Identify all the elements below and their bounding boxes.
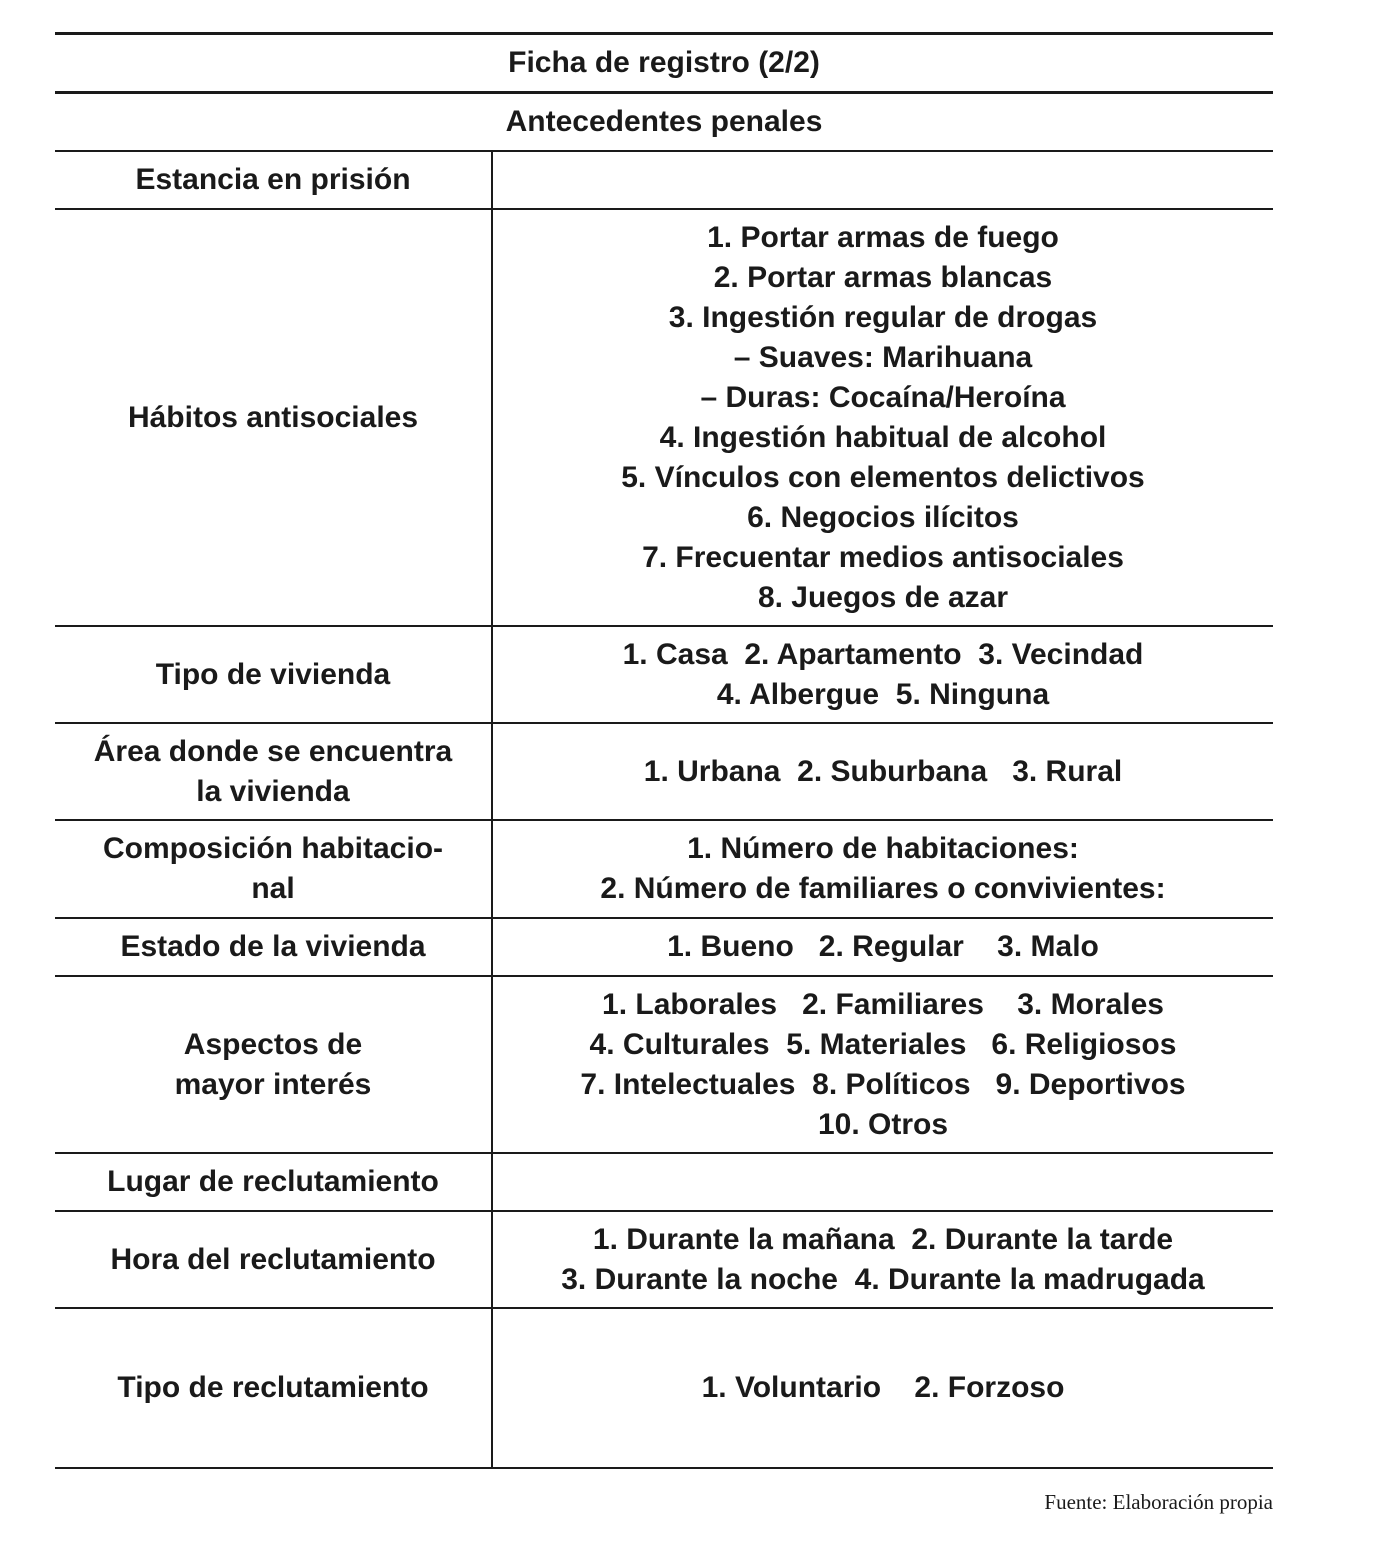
row-label-text: Composición habitacio-nal	[102, 832, 444, 905]
table-row	[55, 1309, 1273, 1469]
option-line: – Duras: Cocaína/Heroína	[700, 380, 1066, 414]
row-options	[493, 210, 1273, 625]
row-options	[493, 724, 1273, 819]
row-label-text: Tipo de vivienda	[155, 657, 391, 691]
row-options	[493, 152, 1273, 208]
option-line: 1. Portar armas de fuego	[707, 220, 1059, 254]
option-line: 1. Bueno 2. Regular 3. Malo	[667, 930, 1099, 963]
row-options	[493, 1212, 1273, 1307]
row-label	[55, 1309, 493, 1467]
table-title: Ficha de registro (2/2)	[55, 32, 1273, 94]
option-line: 1. Casa 2. Apartamento 3. Vecindad	[622, 637, 1144, 671]
option-line: 10. Otros	[817, 1107, 949, 1141]
row-label	[55, 627, 493, 722]
row-label-text: Estancia en prisión	[135, 163, 411, 196]
table-row	[55, 977, 1273, 1154]
row-label	[55, 1212, 493, 1307]
section-heading: Antecedentes penales	[55, 94, 1273, 152]
table-row	[55, 821, 1273, 919]
row-label	[55, 821, 493, 917]
option-line: 8. Juegos de azar	[757, 580, 1009, 614]
row-label-text: Hábitos antisociales	[127, 400, 419, 434]
option-line: 5. Vínculos con elementos delictivos	[621, 460, 1145, 494]
row-options	[493, 627, 1273, 722]
option-line: 2. Portar armas blancas	[713, 260, 1053, 294]
option-line: – Suaves: Marihuana	[733, 340, 1033, 374]
option-line: 1. Durante la mañana 2. Durante la tarde	[592, 1222, 1174, 1256]
table-row	[55, 919, 1273, 977]
row-options	[493, 1154, 1273, 1210]
option-line: 1. Urbana 2. Suburbana 3. Rural	[643, 754, 1123, 788]
source-note: Fuente: Elaboración propia	[1044, 1490, 1273, 1514]
option-line: 3. Ingestión regular de drogas	[668, 300, 1098, 334]
option-line: 7. Frecuentar medios antisociales	[642, 540, 1124, 574]
row-options	[493, 1309, 1273, 1467]
option-line: 1. Laborales 2. Familiares 3. Morales	[602, 987, 1164, 1021]
table-row	[55, 724, 1273, 821]
table-row	[55, 210, 1273, 627]
option-line: 2. Número de familiares o convivientes:	[600, 872, 1166, 905]
row-label	[55, 724, 493, 819]
table-row	[55, 627, 1273, 724]
row-options	[493, 919, 1273, 975]
row-label-text: Tipo de reclutamiento	[117, 1371, 429, 1404]
row-label-text: Aspectos de mayor interés	[174, 1027, 372, 1101]
row-label	[55, 977, 493, 1152]
row-label	[55, 1154, 493, 1210]
row-label-text: Área donde se encuentra la vivienda	[93, 734, 453, 808]
table-body	[55, 152, 1273, 1469]
option-line: 3. Durante la noche 4. Durante la madrugada	[561, 1262, 1205, 1296]
table-row	[55, 1154, 1273, 1212]
option-line: 4. Ingestión habitual de alcohol	[659, 420, 1107, 454]
row-label	[55, 152, 493, 208]
row-label	[55, 919, 493, 975]
row-options	[493, 821, 1273, 917]
table-row	[55, 152, 1273, 210]
option-line: 1. Número de habitaciones:	[687, 832, 1079, 865]
option-line: 1. Voluntario 2. Forzoso	[701, 1371, 1065, 1404]
option-line: 7. Intelectuales 8. Políticos 9. Deportivos	[580, 1067, 1186, 1101]
option-line: 4. Culturales 5. Materiales 6. Religiosos	[589, 1027, 1177, 1061]
row-options	[493, 977, 1273, 1152]
option-line: 4. Albergue 5. Ninguna	[716, 677, 1050, 711]
row-label-text: Lugar de reclutamiento	[107, 1165, 439, 1198]
option-line: 6. Negocios ilícitos	[747, 500, 1019, 534]
row-label-text: Hora del reclutamiento	[110, 1242, 436, 1276]
row-label-text: Estado de la vivienda	[120, 930, 426, 963]
table-row	[55, 1212, 1273, 1309]
row-label	[55, 210, 493, 625]
registration-form-table	[55, 32, 1273, 1469]
